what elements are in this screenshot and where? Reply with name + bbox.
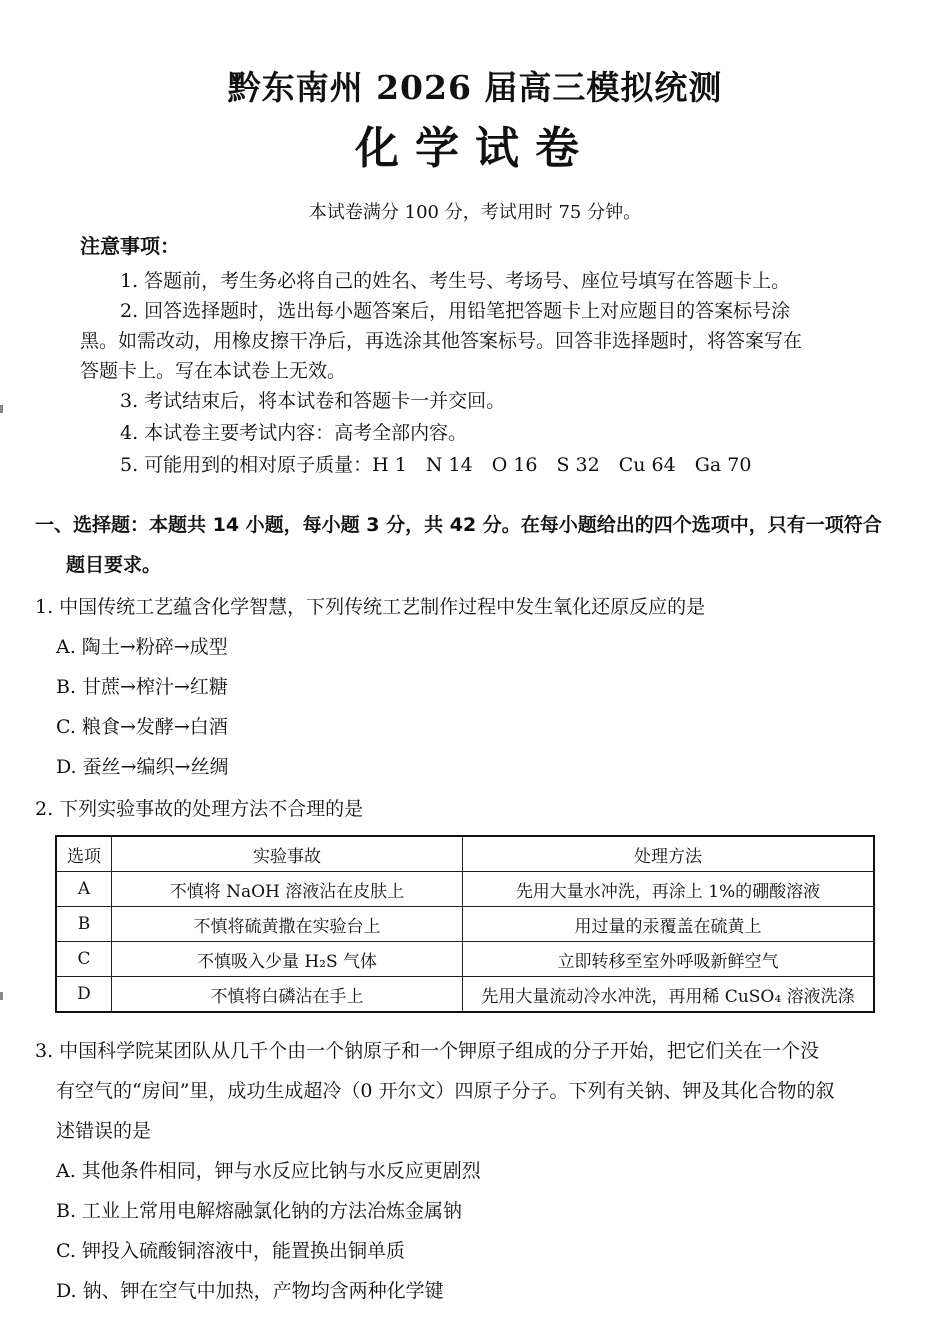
note-line: 5. 可能用到的相对原子质量：H 1 N 14 O 16 S 32 Cu 64 Ga 70 (120, 454, 752, 476)
note-line: 答题卡上。写在本试卷上无效。 (80, 360, 347, 382)
table-header-row (56, 836, 874, 872)
table-cell: B (56, 907, 112, 942)
table-cell: 不慎将白磷沾在手上 (112, 977, 463, 1013)
table-cell: A (56, 872, 112, 907)
table-cell: 立即转移至室外呼吸新鲜空气 (463, 942, 875, 977)
table-row (56, 907, 874, 942)
table-cell: 不慎吸入少量 H₂S 气体 (112, 942, 463, 977)
table-cell: C (56, 942, 112, 977)
table-cell: 先用大量流动冷水冲洗，再用稀 CuSO₄ 溶液洗涤 (463, 977, 875, 1013)
note-line: 2. 回答选择题时，选出每小题答案后，用铅笔把答题卡上对应题目的答案标号涂 (120, 300, 791, 322)
exam-meta: 本试卷满分 100 分，考试用时 75 分钟。 (308, 202, 642, 223)
note-line: 黑。如需改动，用橡皮擦干净后，再选涂其他答案标号。回答非选择题时，将答案写在 (80, 330, 803, 352)
exam-title: 黔东南州 2026 届高三模拟统测 (227, 68, 723, 107)
question-1-option-b: B. 甘蔗→榨汁→红糖 (56, 676, 228, 698)
table-row (56, 942, 874, 977)
subject-title: 化学试卷 (355, 123, 595, 174)
question-3-stem: 3. 中国科学院某团队从几千个由一个钠原子和一个钾原子组成的分子开始，把它们关在一个没 (35, 1040, 820, 1062)
note-line: 1. 答题前，考生务必将自己的姓名、考生号、考场号、座位号填写在答题卡上。 (120, 270, 791, 292)
question-1-stem: 1. 中国传统工艺蕴含化学智慧，下列传统工艺制作过程中发生氧化还原反应的是 (35, 596, 706, 618)
question-3-option-a: A. 其他条件相同，钾与水反应比钠与水反应更剧烈 (56, 1160, 481, 1182)
table-cell: 先用大量水冲洗，再涂上 1%的硼酸溶液 (463, 872, 875, 907)
question-3-stem-cont: 有空气的“房间”里，成功生成超冷（0 开尔文）四原子分子。下列有关钠、钾及其化合物的叙 (56, 1080, 835, 1102)
section-heading: 一、选择题：本题共 14 小题，每小题 3 分，共 42 分。在每小题给出的四个选项中，只有一项符合 (35, 514, 882, 536)
table-header: 选项 (56, 836, 112, 872)
table-cell: 不慎将硫黄撒在实验台上 (112, 907, 463, 942)
table-row (56, 872, 874, 907)
table-row (56, 977, 874, 1013)
question-1-option-c: C. 粮食→发酵→白酒 (56, 716, 228, 738)
question-3-option-d: D. 钠、钾在空气中加热，产物均含两种化学键 (56, 1280, 444, 1302)
question-3-option-c: C. 钾投入硫酸铜溶液中，能置换出铜单质 (56, 1240, 405, 1262)
table-cell: D (56, 977, 112, 1013)
table-cell: 用过量的汞覆盖在硫黄上 (463, 907, 875, 942)
table-cell: 不慎将 NaOH 溶液沾在皮肤上 (112, 872, 463, 907)
notes-heading: 注意事项： (80, 234, 180, 258)
question-3-option-b: B. 工业上常用电解熔融氯化钠的方法冶炼金属钠 (56, 1200, 463, 1222)
question-3-stem-cont: 述错误的是 (56, 1120, 152, 1142)
question-1-option-a: A. 陶土→粉碎→成型 (56, 636, 228, 658)
accident-table (55, 835, 875, 1013)
note-line: 3. 考试结束后，将本试卷和答题卡一并交回。 (120, 390, 506, 412)
binding-mark (0, 405, 3, 413)
question-1-option-d: D. 蚕丝→编织→丝绸 (56, 756, 229, 778)
note-line: 4. 本试卷主要考试内容：高考全部内容。 (120, 422, 468, 444)
binding-mark (0, 992, 3, 1000)
section-heading-cont: 题目要求。 (66, 554, 162, 576)
table-header: 处理方法 (463, 836, 875, 872)
table-header: 实验事故 (112, 836, 463, 872)
question-2-stem: 2. 下列实验事故的处理方法不合理的是 (35, 798, 364, 820)
